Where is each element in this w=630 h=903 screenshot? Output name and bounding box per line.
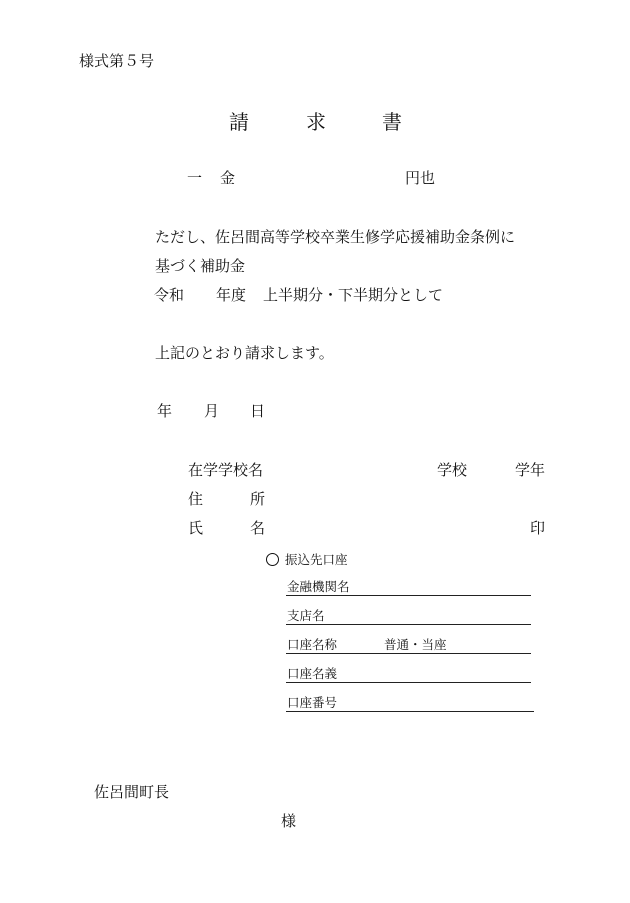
- date-year: 年: [157, 402, 173, 420]
- title-char-1: 請: [229, 110, 249, 134]
- grade-suffix: 学年: [515, 461, 546, 479]
- recipient-name: 佐呂間町長: [94, 783, 170, 801]
- description-period: 上半期分・下半期分として: [263, 286, 444, 304]
- school-label: 在学学校名: [188, 461, 264, 479]
- bank-institution-underline: [286, 595, 531, 596]
- description-line-2: 基づく補助金: [155, 257, 246, 275]
- school-suffix: 学校: [437, 461, 468, 479]
- address-label-char-1: 住: [188, 490, 204, 508]
- bank-branch-underline: [286, 624, 531, 625]
- name-label-char-1: 氏: [188, 519, 204, 537]
- title-char-3: 書: [382, 110, 402, 134]
- recipient-honorific: 様: [281, 812, 297, 830]
- amount-prefix: 一: [187, 169, 203, 187]
- description-line-1: ただし、佐呂間高等学校卒業生修学応援補助金条例に: [155, 228, 516, 246]
- amount-suffix: 円也: [405, 169, 436, 187]
- amount-kin: 金: [220, 169, 236, 187]
- address-label-char-2: 所: [250, 490, 266, 508]
- bank-branch-label: 支店名: [287, 608, 325, 623]
- bank-account-type-underline: [286, 653, 531, 654]
- title-char-2: 求: [306, 110, 326, 134]
- name-label-char-2: 名: [250, 519, 266, 537]
- form-number: 様式第５号: [79, 52, 155, 70]
- bank-heading: 振込先口座: [285, 552, 348, 567]
- request-statement: 上記のとおり請求します。: [155, 344, 334, 362]
- bank-institution-label: 金融機関名: [287, 579, 350, 594]
- description-era: 令和: [154, 286, 185, 304]
- bank-holder-underline: [286, 682, 531, 683]
- bank-holder-label: 口座名義: [287, 666, 338, 681]
- description-year-label: 年度: [216, 286, 247, 304]
- circle-icon: [266, 553, 279, 566]
- date-month: 月: [204, 402, 220, 420]
- bank-account-type-options: 普通・当座: [384, 637, 447, 652]
- bank-account-type-label: 口座名称: [287, 637, 338, 652]
- bank-number-label: 口座番号: [287, 695, 338, 710]
- date-day: 日: [250, 402, 266, 420]
- seal-mark: 印: [530, 519, 546, 537]
- bank-number-underline: [286, 711, 534, 712]
